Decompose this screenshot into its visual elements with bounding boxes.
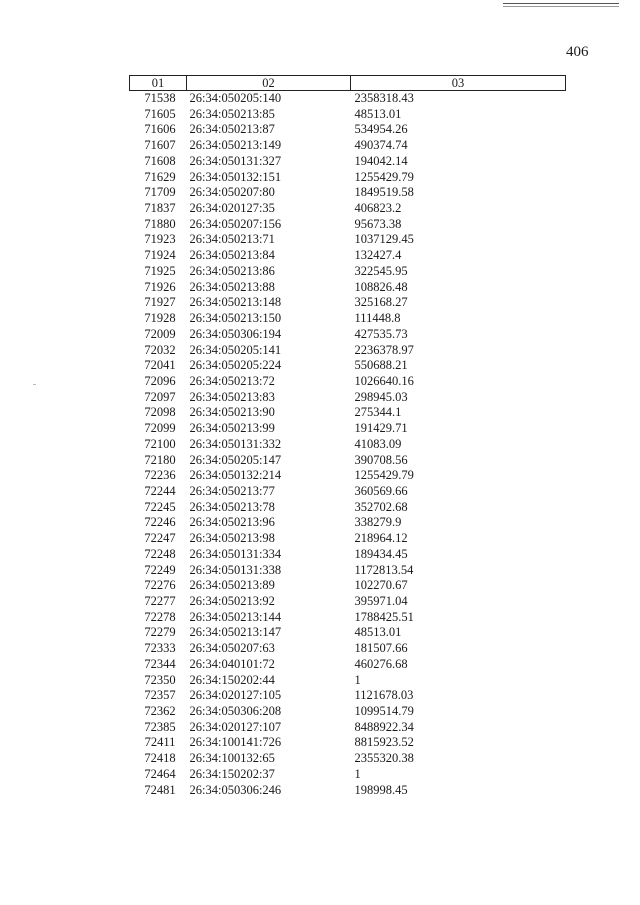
cell-cadastral-number: 26:34:050213:78 xyxy=(189,499,275,514)
cell-cadastral-number: 26:34:050213:72 xyxy=(189,373,275,388)
cell-id: 71928 xyxy=(144,311,176,326)
table-row xyxy=(130,280,566,296)
table-row xyxy=(130,217,566,233)
table-row xyxy=(130,107,566,123)
cell-value: 8488922.34 xyxy=(354,719,414,734)
cell-cadastral-number: 26:34:050213:87 xyxy=(189,122,275,137)
table-row xyxy=(130,688,566,704)
table-row xyxy=(130,704,566,720)
cell-id: 72247 xyxy=(144,531,176,546)
cell-cadastral-number: 26:34:050205:224 xyxy=(189,358,282,373)
cell-id: 71538 xyxy=(144,91,176,105)
cell-value: 325168.27 xyxy=(354,295,408,310)
cell-cadastral-number: 26:34:050213:92 xyxy=(189,594,275,608)
cell-id: 71607 xyxy=(144,138,176,153)
table-row xyxy=(130,390,566,406)
table-row xyxy=(130,170,566,186)
cell-cadastral-number: 26:34:050213:148 xyxy=(189,295,282,310)
cell-cadastral-number: 26:34:050213:147 xyxy=(189,625,282,640)
column-header-03: 03 xyxy=(351,76,566,91)
cell-id: 72277 xyxy=(144,594,176,608)
cell-cadastral-number: 26:34:050205:140 xyxy=(189,91,282,105)
table-row xyxy=(130,154,566,170)
cell-value: 189434.45 xyxy=(354,546,408,561)
table-row xyxy=(130,232,566,248)
cell-cadastral-number: 26:34:050207:80 xyxy=(189,185,275,200)
table-row xyxy=(130,295,566,311)
table-row xyxy=(130,751,566,767)
cell-id: 71880 xyxy=(144,216,176,231)
table-row xyxy=(130,657,566,673)
table-row xyxy=(130,594,566,610)
table-row xyxy=(130,484,566,500)
cell-value: 360569.66 xyxy=(354,483,408,498)
cell-value: 48513.01 xyxy=(354,625,402,640)
cell-value: 1788425.51 xyxy=(354,609,414,624)
cell-id: 71925 xyxy=(144,263,176,278)
cell-cadastral-number: 26:34:050213:90 xyxy=(189,405,275,420)
cell-value: 198998.45 xyxy=(354,782,408,797)
table-row xyxy=(130,358,566,374)
cell-id: 72350 xyxy=(144,672,176,687)
data-table xyxy=(129,75,566,798)
cell-cadastral-number: 26:34:050131:338 xyxy=(189,562,282,577)
cell-value: 1172813.54 xyxy=(354,562,414,577)
table-body xyxy=(130,91,566,799)
cell-cadastral-number: 26:34:050131:334 xyxy=(189,546,282,561)
cell-value: 322545.95 xyxy=(354,263,408,278)
cell-id: 72278 xyxy=(144,609,176,624)
cell-value: 111448.8 xyxy=(354,311,401,326)
cell-cadastral-number: 26:34:050213:150 xyxy=(189,311,282,326)
cell-id: 72249 xyxy=(144,562,176,577)
cell-value: 218964.12 xyxy=(354,531,408,546)
cell-id: 72246 xyxy=(144,515,176,530)
cell-id: 72276 xyxy=(144,578,176,593)
cell-id: 72097 xyxy=(144,389,176,404)
cell-id: 72248 xyxy=(144,546,176,561)
table-row xyxy=(130,421,566,437)
cell-id: 71927 xyxy=(144,295,176,310)
cell-cadastral-number: 26:34:020127:105 xyxy=(189,688,282,703)
cell-id: 72098 xyxy=(144,405,176,420)
cell-value: 298945.03 xyxy=(354,389,408,404)
table-row xyxy=(130,515,566,531)
cell-id: 71926 xyxy=(144,279,176,294)
cell-id: 72041 xyxy=(144,358,176,373)
table-row xyxy=(130,185,566,201)
cell-cadastral-number: 26:34:050306:208 xyxy=(189,704,282,719)
table-row xyxy=(130,735,566,751)
cell-value: 1 xyxy=(354,672,361,687)
cell-value: 1849519.58 xyxy=(354,185,414,200)
table-row xyxy=(130,500,566,516)
table-row xyxy=(130,437,566,453)
cell-cadastral-number: 26:34:020127:35 xyxy=(189,201,275,216)
cell-cadastral-number: 26:34:050131:332 xyxy=(189,436,282,451)
cell-value: 95673.38 xyxy=(354,216,402,231)
cell-cadastral-number: 26:34:050213:77 xyxy=(189,483,275,498)
cell-cadastral-number: 26:34:050213:99 xyxy=(189,421,275,436)
cell-value: 191429.71 xyxy=(354,421,408,436)
cell-id: 72344 xyxy=(144,656,176,671)
table-row xyxy=(130,673,566,689)
cell-cadastral-number: 26:34:050132:151 xyxy=(189,169,282,184)
table-row xyxy=(130,327,566,343)
cell-value: 108826.48 xyxy=(354,279,408,294)
cell-value: 460276.68 xyxy=(354,656,408,671)
cell-id: 72009 xyxy=(144,326,176,341)
cell-cadastral-number: 26:34:150202:37 xyxy=(189,766,275,781)
cell-value: 194042.14 xyxy=(354,153,408,168)
cell-cadastral-number: 26:34:050213:144 xyxy=(189,609,282,624)
cell-cadastral-number: 26:34:040101:72 xyxy=(189,656,275,671)
cell-id: 72244 xyxy=(144,483,176,498)
cell-id: 72279 xyxy=(144,625,176,640)
cell-id: 71923 xyxy=(144,232,176,247)
cell-value: 2236378.97 xyxy=(354,342,414,357)
cell-value: 1 xyxy=(354,766,361,781)
table-row xyxy=(130,122,566,138)
cell-id: 72032 xyxy=(144,342,176,357)
cell-value: 1121678.03 xyxy=(354,688,414,703)
table-row xyxy=(130,343,566,359)
cell-id: 72333 xyxy=(144,641,176,656)
cell-id: 72096 xyxy=(144,373,176,388)
cell-value: 352702.68 xyxy=(354,499,408,514)
cell-id: 71837 xyxy=(144,201,176,216)
table-row xyxy=(130,547,566,563)
cell-cadastral-number: 26:34:050131:327 xyxy=(189,153,282,168)
cell-cadastral-number: 26:34:100141:726 xyxy=(189,735,282,750)
cell-id: 71608 xyxy=(144,153,176,168)
column-header-02: 02 xyxy=(187,76,351,91)
cell-id: 72418 xyxy=(144,751,176,766)
cell-id: 72385 xyxy=(144,719,176,734)
cell-id: 72099 xyxy=(144,421,176,436)
cell-id: 71709 xyxy=(144,185,176,200)
cell-cadastral-number: 26:34:050132:214 xyxy=(189,468,282,483)
cell-value: 275344.1 xyxy=(354,405,402,420)
cell-cadastral-number: 26:34:050306:194 xyxy=(189,326,282,341)
cell-value: 1026640.16 xyxy=(354,373,414,388)
page-number: 406 xyxy=(566,44,589,60)
column-header-01: 01 xyxy=(130,76,187,91)
cell-value: 1099514.79 xyxy=(354,704,414,719)
table-row xyxy=(130,374,566,390)
table-row xyxy=(130,138,566,154)
table-row xyxy=(130,531,566,547)
cell-id: 72464 xyxy=(144,766,176,781)
cell-id: 72357 xyxy=(144,688,176,703)
cell-cadastral-number: 26:34:050306:246 xyxy=(189,782,282,797)
table-row xyxy=(130,625,566,641)
cell-cadastral-number: 26:34:050213:149 xyxy=(189,138,282,153)
table-header-row xyxy=(130,76,566,91)
cell-id: 72362 xyxy=(144,704,176,719)
table-row xyxy=(130,311,566,327)
table-row xyxy=(130,405,566,421)
table-row xyxy=(130,563,566,579)
top-rule-secondary xyxy=(503,6,619,7)
cell-value: 534954.26 xyxy=(354,122,408,137)
cell-value: 406823.2 xyxy=(354,201,402,216)
cell-value: 390708.56 xyxy=(354,452,408,467)
cell-value: 550688.21 xyxy=(354,358,408,373)
cell-value: 1037129.45 xyxy=(354,232,414,247)
cell-id: 71606 xyxy=(144,122,176,137)
cell-value: 41083.09 xyxy=(354,436,402,451)
cell-cadastral-number: 26:34:050213:83 xyxy=(189,389,275,404)
cell-value: 102270.67 xyxy=(354,578,408,593)
table-row xyxy=(130,468,566,484)
scan-mark xyxy=(33,384,36,385)
cell-id: 71605 xyxy=(144,106,176,121)
cell-id: 71629 xyxy=(144,169,176,184)
cell-value: 8815923.52 xyxy=(354,735,414,750)
cell-cadastral-number: 26:34:020127:107 xyxy=(189,719,282,734)
cell-id: 72411 xyxy=(144,735,176,750)
cell-value: 48513.01 xyxy=(354,106,402,121)
table-row xyxy=(130,610,566,626)
cell-value: 338279.9 xyxy=(354,515,402,530)
cell-cadastral-number: 26:34:050205:141 xyxy=(189,342,282,357)
cell-value: 2358318.43 xyxy=(354,91,414,105)
cell-cadastral-number: 26:34:050213:89 xyxy=(189,578,275,593)
table-row xyxy=(130,91,566,107)
cell-cadastral-number: 26:34:050205:147 xyxy=(189,452,282,467)
cell-id: 72481 xyxy=(144,782,176,797)
cell-id: 72180 xyxy=(144,452,176,467)
cell-value: 427535.73 xyxy=(354,326,408,341)
cell-value: 395971.04 xyxy=(354,594,408,608)
cell-value: 1255429.79 xyxy=(354,468,414,483)
table-row xyxy=(130,641,566,657)
cell-cadastral-number: 26:34:050207:63 xyxy=(189,641,275,656)
cell-cadastral-number: 26:34:050213:88 xyxy=(189,279,275,294)
cell-id: 72100 xyxy=(144,436,176,451)
cell-cadastral-number: 26:34:050207:156 xyxy=(189,216,282,231)
table-row xyxy=(130,264,566,280)
cell-id: 72245 xyxy=(144,499,176,514)
table-row xyxy=(130,578,566,594)
cell-cadastral-number: 26:34:050213:85 xyxy=(189,106,275,121)
cell-value: 1255429.79 xyxy=(354,169,414,184)
table-row xyxy=(130,783,566,799)
table-row xyxy=(130,201,566,217)
cell-cadastral-number: 26:34:050213:96 xyxy=(189,515,275,530)
table-row xyxy=(130,248,566,264)
cell-value: 490374.74 xyxy=(354,138,408,153)
cell-value: 132427.4 xyxy=(354,248,402,263)
cell-value: 2355320.38 xyxy=(354,751,414,766)
cell-id: 72236 xyxy=(144,468,176,483)
cell-cadastral-number: 26:34:050213:71 xyxy=(189,232,275,247)
cell-cadastral-number: 26:34:150202:44 xyxy=(189,672,275,687)
table-row xyxy=(130,767,566,783)
cell-cadastral-number: 26:34:050213:98 xyxy=(189,531,275,546)
cell-cadastral-number: 26:34:050213:84 xyxy=(189,248,275,263)
cell-id: 71924 xyxy=(144,248,176,263)
top-rule xyxy=(503,3,619,4)
cell-cadastral-number: 26:34:050213:86 xyxy=(189,263,275,278)
table-row xyxy=(130,720,566,736)
cell-cadastral-number: 26:34:100132:65 xyxy=(189,751,275,766)
cell-value: 181507.66 xyxy=(354,641,408,656)
table-row xyxy=(130,453,566,469)
